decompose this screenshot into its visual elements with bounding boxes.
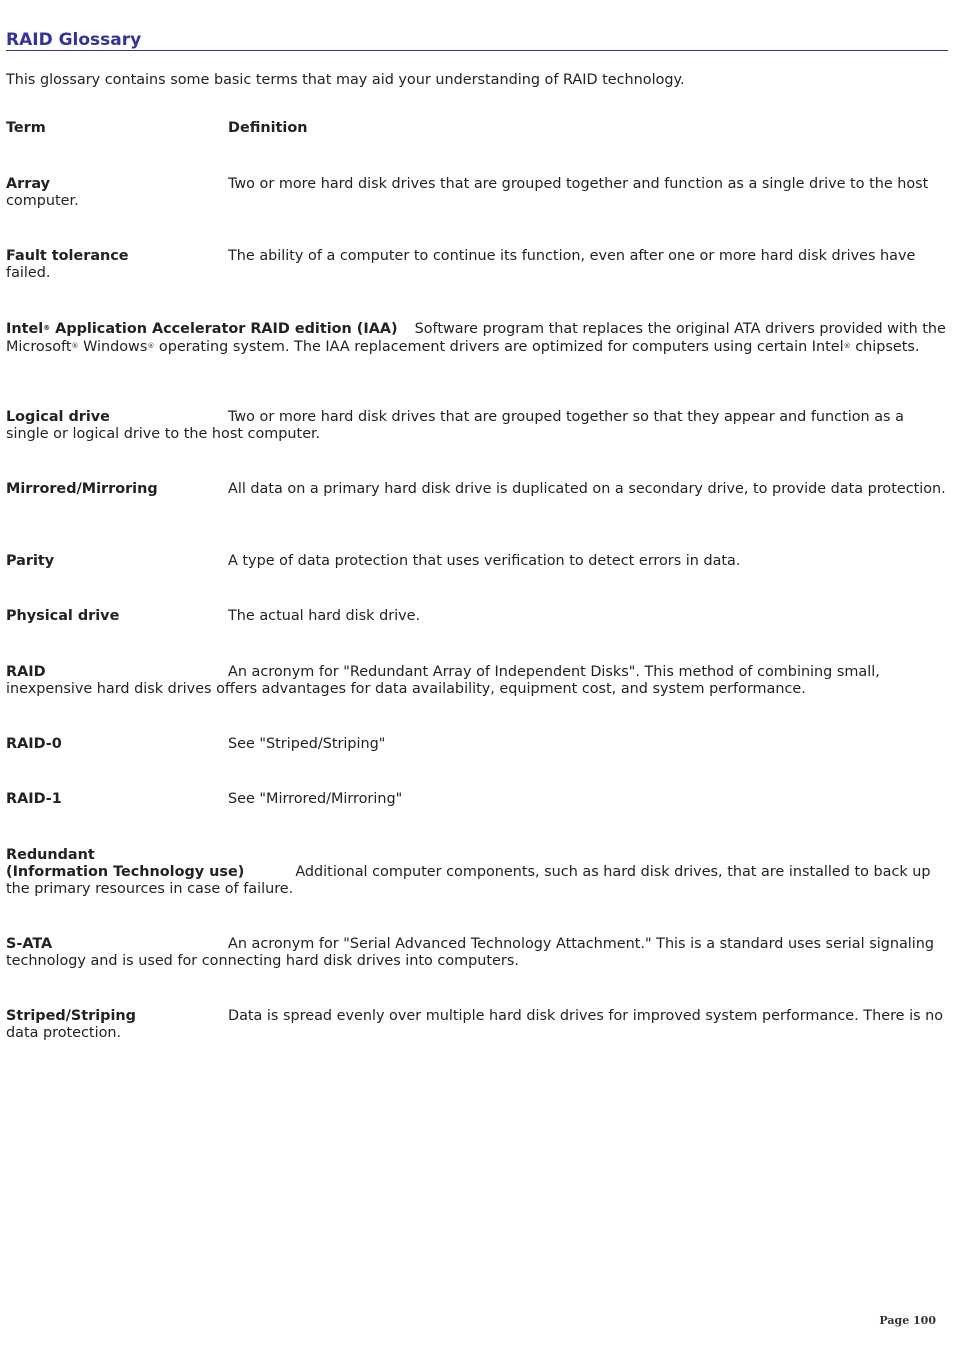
term-label: S-ATA xyxy=(6,936,53,952)
glossary-entry-raid xyxy=(6,664,948,698)
term-label: Intel® Application Accelerator RAID edition (IAA) xyxy=(6,321,398,337)
term-label-line2: (Information Technology use) xyxy=(6,864,245,880)
definition-text: An acronym for "Redundant Array of Independent Disks". This method of combining small, inexpensive hard disk drives offers advantages for data availability, equipment cost, and system performance. xyxy=(6,664,880,697)
definition-text: All data on a primary hard disk drive is duplicated on a secondary drive, to provide data protection. xyxy=(228,481,946,497)
term-label: RAID-1 xyxy=(6,791,62,807)
column-header-term: Term xyxy=(6,120,46,136)
definition-text: Software program that replaces the original ATA drivers provided with the Microsoft® Windows® operating system. The IAA replacement drivers are optimized for computers using certain Intel® chipsets. xyxy=(6,321,946,355)
glossary-entry-raid-0 xyxy=(6,736,948,753)
term-label: Physical drive xyxy=(6,608,120,624)
term-label: RAID xyxy=(6,664,46,680)
definition-text: The ability of a computer to continue its function, even after one or more hard disk drives have failed. xyxy=(6,248,916,281)
term-label: Parity xyxy=(6,553,55,569)
term-label: Mirrored/Mirroring xyxy=(6,481,158,497)
glossary-entry-s-ata xyxy=(6,936,948,970)
term-label: Array xyxy=(6,176,50,192)
definition-text: A type of data protection that uses verification to detect errors in data. xyxy=(228,553,741,569)
page-title: RAID Glossary xyxy=(6,30,948,51)
term-label: Striped/Striping xyxy=(6,1008,136,1024)
page-number: Page 100 xyxy=(879,1314,936,1327)
glossary-entry-redundant xyxy=(6,847,948,898)
definition-text: See "Mirrored/Mirroring" xyxy=(228,791,403,807)
glossary-entry-mirrored xyxy=(6,481,948,498)
glossary-entry-logical-drive xyxy=(6,409,948,443)
term-label: RAID-0 xyxy=(6,736,62,752)
glossary-entry-striped xyxy=(6,1008,948,1042)
term-label-line1: Redundant xyxy=(6,847,95,863)
definition-text: Additional computer components, such as hard disk drives, that are installed to back up the primary resources in case of failure. xyxy=(6,864,931,897)
definition-text: Two or more hard disk drives that are grouped together and function as a single drive to the host computer. xyxy=(6,176,929,209)
glossary-entry-fault-tolerance xyxy=(6,248,948,282)
definition-text: See "Striped/Striping" xyxy=(228,736,386,752)
glossary-entry-physical-drive xyxy=(6,608,948,625)
intro-paragraph: This glossary contains some basic terms that may aid your understanding of RAID technology. xyxy=(6,72,685,88)
glossary-entry-raid-1 xyxy=(6,791,948,808)
definition-text: An acronym for "Serial Advanced Technology Attachment." This is a standard uses serial signaling technology and is used for connecting hard disk drives into computers. xyxy=(6,936,935,969)
column-header-definition: Definition xyxy=(228,120,308,136)
definition-text: Data is spread evenly over multiple hard disk drives for improved system performance. There is no data protection. xyxy=(6,1008,944,1041)
term-label: Logical drive xyxy=(6,409,110,425)
term-label: Fault tolerance xyxy=(6,248,129,264)
glossary-entry-parity xyxy=(6,553,948,570)
glossary-entry-array xyxy=(6,176,948,210)
definition-text: Two or more hard disk drives that are grouped together so that they appear and function as a single or logical drive to the host computer. xyxy=(6,409,904,442)
glossary-entry-iaa xyxy=(6,320,948,356)
definition-text: The actual hard disk drive. xyxy=(228,608,421,624)
